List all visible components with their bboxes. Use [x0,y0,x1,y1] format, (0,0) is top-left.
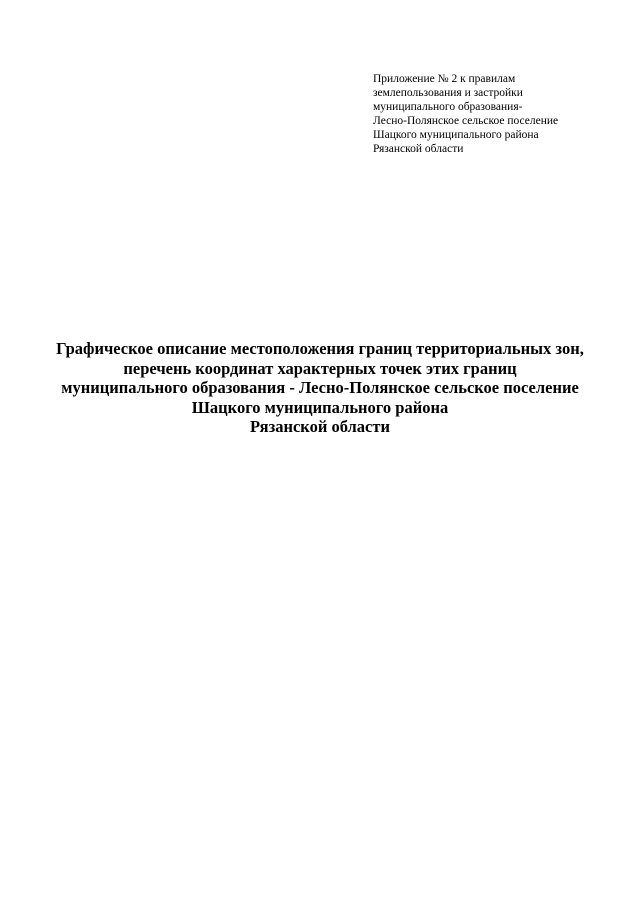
document-title-line: перечень координат характерных точек этих границ [123,358,517,378]
document-title-line: Графическое описание местоположения границ территориальных зон, [56,339,584,358]
document-title-line: Рязанской области [250,417,390,436]
appendix-note-line: Рязанской области [373,143,464,155]
appendix-note [373,72,623,156]
document-title-line: Шацкого муниципального района [191,397,449,417]
appendix-note-line: землепользования и застройки [373,87,523,99]
appendix-note-line: Лесно-Полянское сельское поселение [373,115,559,127]
document-title-line: муниципального образования - Лесно-Полянское сельское поселение [61,378,579,397]
document-title [20,339,620,437]
appendix-note-line: Шацкого муниципального района [373,129,539,141]
appendix-note-line: муниципального образования- [373,101,523,113]
appendix-note-line: Приложение № 2 к правилам [373,73,516,85]
